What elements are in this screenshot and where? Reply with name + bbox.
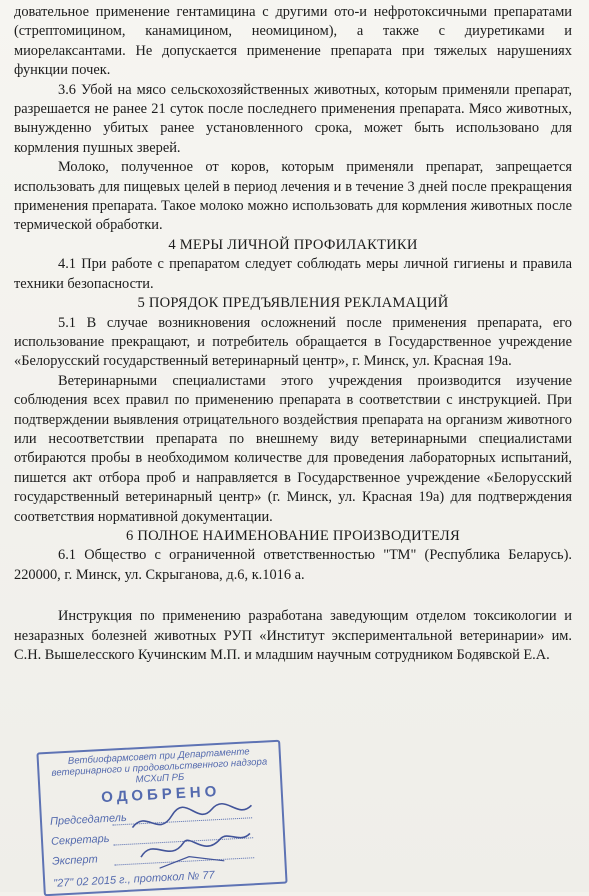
section-heading-6: 6 ПОЛНОЕ НАИМЕНОВАНИЕ ПРОИЗВОДИТЕЛЯ [126,527,460,544]
spacer [14,585,572,607]
stamp-approved-label: ОДОБРЕНО [100,782,221,807]
approval-stamp [36,740,287,896]
stamp-secretary-label: Секретарь [50,832,110,848]
document-body [14,3,572,665]
handwritten-signature-icon [126,793,260,875]
paragraph-manufacturer: 6.1 Общество с ограниченной ответственностью "ТМ" (Республика Беларусь). 220000, г. Минск, ул. Скрыганова, д.6, к.1016 а. [14,547,572,583]
stamp-expert-label: Эксперт [51,853,99,868]
paragraph-personal-prevention: 4.1 При работе с препаратом следует соблюдать меры личной гигиены и правила техники безопасности. [14,256,572,292]
stamp-header: Ветбиофармсовет при Департаменте ветеринарного и продовольственного надзора МСХиП РБ [51,746,268,786]
paragraph-gentamicin-interactions: довательное применение гентамицина с другими ото-и нефротоксичными препаратами (стрептомицином, канамицином, неомицином), а также с диуретиками и миорелаксантами. Не допускается применение препарата при тяжелых нарушениях функции почек. [14,4,572,79]
paragraph-vet-specialists: Ветеринарными специалистами этого учреждения производится изучение соблюдения всех правил по применению препарата в соответствии с инструкцией. При подтверждении выявления отрицательного воздействия препарата на организм животного или несоответствии препарата по внешнему виду ветеринарными специалистами отбираются пробы в необходимом количестве для проведения лабораторных испытаний, пишется акт отбора проб и направляется в Государственное учреждение «Белорусский государственный ветеринарный центр» (г. Минск, ул. Красная 19а) для подтверждения соответствия нормативной документации. [14,372,572,525]
stamp-date: "27" 02 2015 г., протокол № 77 [52,869,215,890]
paragraph-complaints: 5.1 В случае возникновения осложнений после применения препарата, его использование прекращают, и потребитель обращается в Государственное учреждение «Белорусский государственный ветеринарный центр», г. Минск, ул. Красная 19а. [14,314,572,370]
paragraph-slaughter: 3.6 Убой на мясо сельскохозяйственных животных, которым применяли препарат, разрешается не ранее 21 суток после последнего применения препарата. Мясо животных, вынужденно убитых ранее установленного срока, может быть использовано для кормления пушных зверей. [14,81,572,156]
paragraph-authors: Инструкция по применению разработана заведующим отделом токсикологии и незаразных болезней животных РУП «Институт экспериментальной ветеринарии» им. С.Н. Вышелесского Кучинским М.П. и младшим научным сотрудником Бодявской Е.А. [14,608,572,663]
paragraph-milk: Молоко, полученное от коров, которым применяли препарат, запрещается использовать для пищевых целей в период лечения и в течение 3 дней после прекращения применения препарата. Такое молоко можно использовать для кормления животных после термической обработки. [14,159,572,234]
section-heading-5: 5 ПОРЯДОК ПРЕДЪЯВЛЕНИЯ РЕКЛАМАЦИЙ [137,295,449,312]
section-heading-4: 4 МЕРЫ ЛИЧНОЙ ПРОФИЛАКТИКИ [168,236,418,253]
stamp-chair-label: Председатель [49,811,128,828]
